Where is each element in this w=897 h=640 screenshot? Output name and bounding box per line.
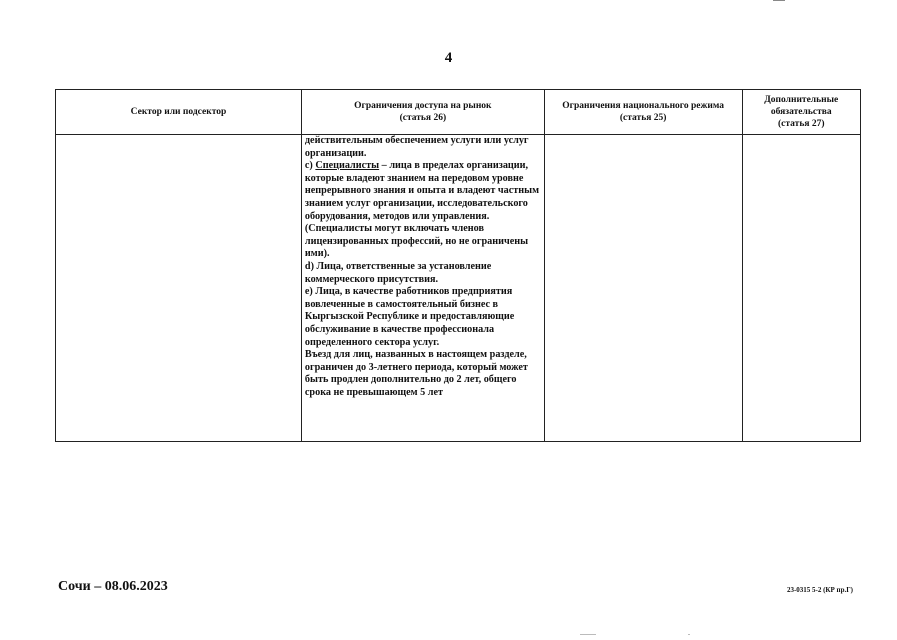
p2-prefix: c) [304, 160, 316, 172]
market-access-paragraph-2 [305, 160, 541, 261]
header-additional-title: Дополнительные обязательства [764, 95, 839, 117]
scan-speck [773, 0, 785, 1]
p2-rest: – лица в пределах организации, которые владеют знанием на передовом уровне непрерывного знания и опыта и владеют частным знанием услуг организации, исследовательского оборудования, методов или управления. (Специалисты могут включать членов лицензированных профессий, но не ограничены ими). [304, 160, 540, 260]
header-additional-article: (статья 27) [777, 119, 825, 129]
cell-sector [56, 135, 302, 442]
header-additional [742, 90, 860, 135]
cell-additional [742, 135, 860, 442]
specialists-term: Специалисты [315, 160, 380, 172]
table-header-row [56, 90, 861, 135]
footer-doc-code: 23-0315 5-2 (КР пр.Г) [786, 586, 853, 594]
scan-speck [688, 634, 690, 635]
market-access-paragraph-4: e) Лица, в качестве работников предприятия вовлеченные в самостоятельный бизнес в Кыргызской Республике и предоставляющие обслуживание в качестве профессионала определенного сектора услуг. [304, 286, 515, 348]
header-national-treatment-title: Ограничения национального режима [562, 101, 725, 111]
footer-place-date: Сочи – 08.06.2023 [58, 579, 168, 594]
table-row [56, 135, 861, 442]
header-national-treatment-article: (статья 25) [619, 113, 667, 123]
cell-national-treatment [544, 135, 742, 442]
header-market-access-title: Ограничения доступа на рынок [354, 101, 492, 111]
market-access-paragraph-5: Въезд для лиц, названных в настоящем разделе, ограничен до 3-летнего периода, который может быть продлен дополнительно до 2 лет, общего срока не превышающем 5 лет [304, 349, 528, 398]
header-market-access [301, 90, 544, 135]
header-market-access-article: (статья 26) [399, 113, 447, 123]
commitments-table [55, 89, 861, 442]
market-access-paragraph-1: действительным обеспечением услуги или услуг организации. [304, 135, 529, 159]
page-number: 4 [444, 50, 453, 66]
header-national-treatment [544, 90, 742, 135]
market-access-paragraph-3: d) Лица, ответственные за установление коммерческого присутствия. [304, 260, 492, 285]
cell-market-access [301, 135, 544, 442]
header-sector [56, 90, 302, 135]
header-sector-label: Сектор или подсектор [130, 107, 227, 117]
scan-speck [580, 634, 596, 635]
